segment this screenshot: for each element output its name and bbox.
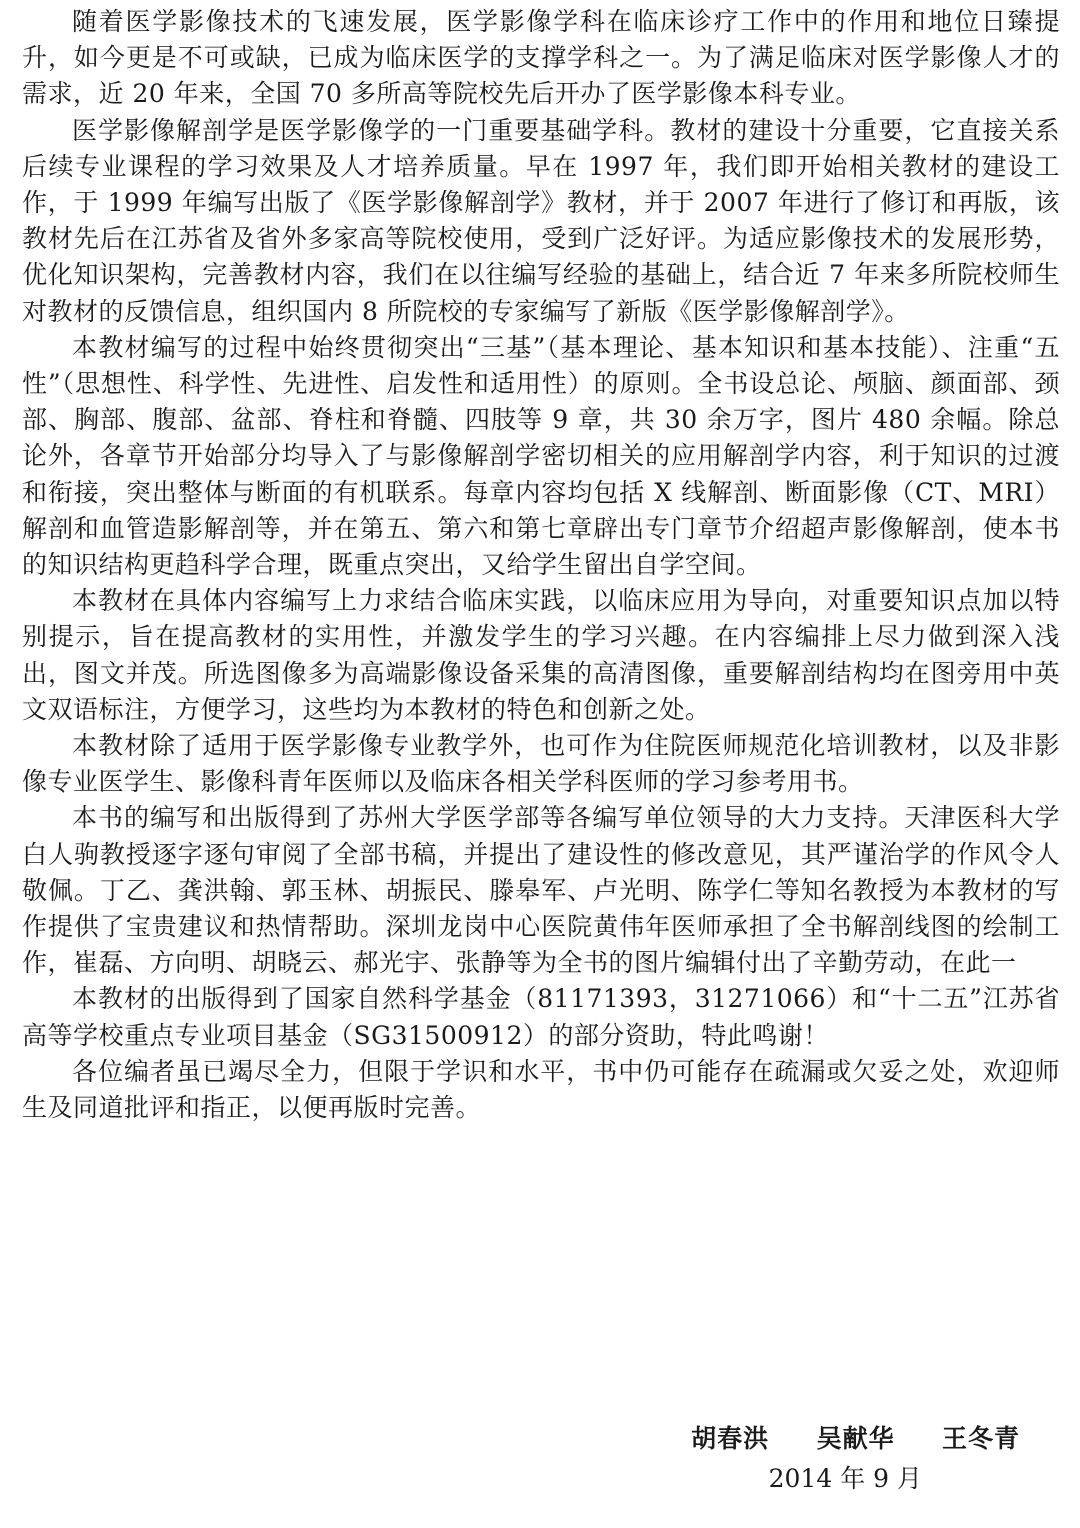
paragraph-7: 本教材的出版得到了国家自然科学基金（81171393，31271066）和“十二五”江苏省高等学校重点专业项目基金（SG31500912）的部分资助，特此鸣谢！ — [22, 984, 1060, 1050]
paragraph-5: 本教材除了适用于医学影像专业教学外，也可作为住院医师规范化培训教材，以及非影像专业医学生、影像科青年医师以及临床各相关学科医师的学习参考用书。 — [22, 731, 1060, 797]
paragraph-3: 本教材编写的过程中始终贯彻突出“三基”（基本理论、基本知识和基本技能）、注重“五性”（思想性、科学性、先进性、启发性和适用性）的原则。全书设总论、颅脑、颜面部、颈部、胸部、腹部、盆部、脊柱和脊髓、四肢等 9 章，共 30 余万字，图片 480 余幅。除总论外，各章节开始部分均导入了与影像解剖学密切相关的应用解剖学内容，利于知识的过渡和衔接，突出整体与断面的有机联系。每章内容均包括 X 线解剖、断面影像（CT、MRI）解剖和血管造影解剖等，并在第五、第六和第七章辟出专门章节介绍超声影像解剖，使本书的知识结构更趋科学合理，既重点突出，又给学生留出自学空间。 — [22, 332, 1060, 580]
paragraph-8: 各位编者虽已竭尽全力，但限于学识和水平，书中仍可能存在疏漏或欠妥之处，欢迎师生及同道批评和指正，以便再版时完善。 — [22, 1056, 1060, 1123]
signature-date: 2014 年 9 月 — [768, 1464, 922, 1493]
paragraph-6: 本书的编写和出版得到了苏州大学医学部等各编写单位领导的大力支持。天津医科大学白人驹教授逐字逐句审阅了全部书稿，并提出了建设性的修改意见，其严谨治学的作风令人敬佩。丁乙、龚洪翰、郭玉林、胡振民、滕皋军、卢光明、陈学仁等知名教授为本教材的写作提供了宝贵建议和热情帮助。深圳龙岗中心医院黄伟年医师承担了全书解剖线图的绘制工作，崔磊、方向明、胡晓云、郝光宇、张静等为全书的图片编辑付出了辛勤劳动，在此一 — [22, 803, 1060, 978]
paragraph-1: 随着医学影像技术的飞速发展，医学影像学科在临床诊疗工作中的作用和地位日臻提升，如今更是不可或缺，已成为临床医学的支撑学科之一。为了满足临床对医学影像人才的需求，近 20 年来，全国 70 多所高等院校先后开办了医学影像本科专业。 — [22, 7, 1060, 109]
paragraph-2: 医学影像解剖学是医学影像学的一门重要基础学科。教材的建设十分重要，它直接关系后续专业课程的学习效果及人才培养质量。早在 1997 年，我们即开始相关教材的建设工作，于 1999 年编写出版了《医学影像解剖学》教材，并于 2007 年进行了修订和再版，该教材先后在江苏省及省外多家高等院校使用，受到广泛好评。为适应影像技术的发展形势，优化知识架构，完善教材内容，我们在以往编写经验的基础上，结合近 7 年来多所院校师生对教材的反馈信息，组织国内 8 所院校的专家编写了新版《医学影像解剖学》。 — [22, 115, 1060, 326]
preface-body — [22, 4, 1060, 1126]
author-names: 胡春洪 吴献华 王冬青 — [691, 1424, 1020, 1453]
signature-block — [600, 1420, 1020, 1498]
paragraph-4: 本教材在具体内容编写上力求结合临床实践，以临床应用为导向，对重要知识点加以特别提示，旨在提高教材的实用性，并激发学生的学习兴趣。在内容编排上尽力做到深入浅出，图文并茂。所选图像多为高端影像设备采集的高清图像，重要解剖结构均在图旁用中英文双语标注，方便学习，这些均为本教材的特色和创新之处。 — [22, 586, 1060, 724]
